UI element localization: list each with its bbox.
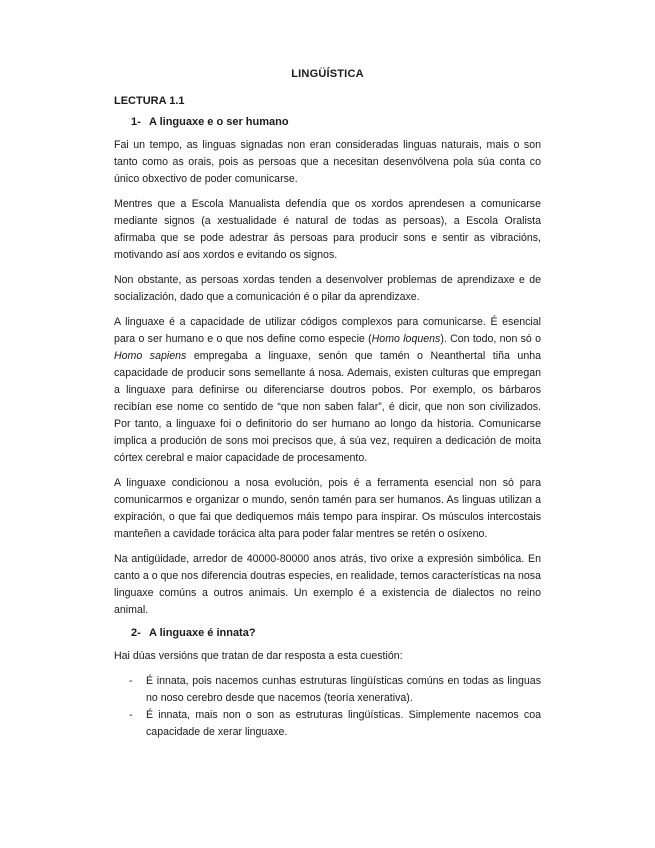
section-heading-1 [131,116,541,128]
paragraph-text: ). Con todo, non só o [440,333,542,345]
section-number: 2- [131,627,141,639]
paragraph: Hai dúas versións que tratan de dar resposta a esta cuestión: [114,650,403,662]
section-number: 1- [131,116,141,128]
list-item-text: É innata, pois nacemos cunhas estruturas lingüísticas comúns en todas as linguas no noso cerebro desde que nacemos (teoría xenerativa). [146,675,541,704]
section-title: A linguaxe é innata? [149,627,256,639]
paragraph-text: empregaba a linguaxe, senón que tamén o Neanthertal tiña unha capacidade de producir sons semellante á nosa. Ademais, existen culturas que empregan a linguaxe para definirse ou diferenciarse doutros pobos. Por exemplo, os bárbaros recibían ese nome co sentido de “que non saben falar”, é dicir, que non son civilizados. Por tanto, a linguaxe foi o definitorio do ser humano ao longo da historia. Comunicarse implica a produción de sons moi precisos que, á súa vez, requiren a dedicación de moita córtex cerebral e maior capacidade de procesamento. [114,350,541,464]
document-page [114,68,541,741]
paragraph-text: A linguaxe é a capacidade de utilizar códigos complexos para comunicarse. É esencial para o ser humano e o que nos define como especie ( [114,316,541,345]
dash-bullet: - [129,675,133,687]
list-item-text: É innata, mais non o son as estruturas lingüísticas. Simplemente nacemos coa capacidade de xerar linguaxe. [146,709,541,738]
bullet-list [114,673,541,741]
document-title: LINGÜÍSTICA [291,68,364,80]
paragraph: Na antigüidade, arredor de 40000-80000 anos atrás, tivo orixe a expresión simbólica. En canto a o que nos diferencia doutras especies, en realidade, temos características na nosa linguaxe comúns a outros animais. Un exemplo é a existencia de dialectos no reino animal. [114,553,541,616]
paragraph: Non obstante, as persoas xordas tenden a desenvolver problemas de aprendizaxe e de socialización, dado que a comunicación é o pilar da aprendizaxe. [114,274,541,303]
section-heading-2 [131,627,541,639]
paragraph: A linguaxe condicionou a nosa evolución, pois é a ferramenta esencial non só para comunicarmos e organizar o mundo, senón tamén para ser humanos. As linguas utilizan a expiración, o que fai que dediquemos máis tempo para inspirar. Os músculos intercostais manteñen a cavidade torácica alta para poder falar mentres se retén o osíxeno. [114,477,541,540]
list-item [114,707,541,741]
section-title: A linguaxe e o ser humano [149,116,289,128]
italic-term: Homo sapiens [114,350,187,362]
italic-term: Homo loquens [371,333,441,345]
paragraph: Fai un tempo, as linguas signadas non eran consideradas linguas naturais, mais o son tanto como as orais, pois as persoas que a necesitan desenvólvena pola súa conta co único obxectivo de poder comunicarse. [114,139,541,185]
list-item [114,673,541,707]
dash-bullet: - [129,709,133,721]
lecture-heading: LECTURA 1.1 [114,95,185,107]
paragraph [114,314,541,467]
paragraph: Mentres que a Escola Manualista defendía que os xordos aprendesen a comunicarse mediante signos (a xestualidade é natural de todas as persoas), a Escola Oralista afirmaba que se pode adestrar ás persoas para producir sons e sentir as vibracións, motivando así aos xordos e evitando os signos. [114,198,541,261]
